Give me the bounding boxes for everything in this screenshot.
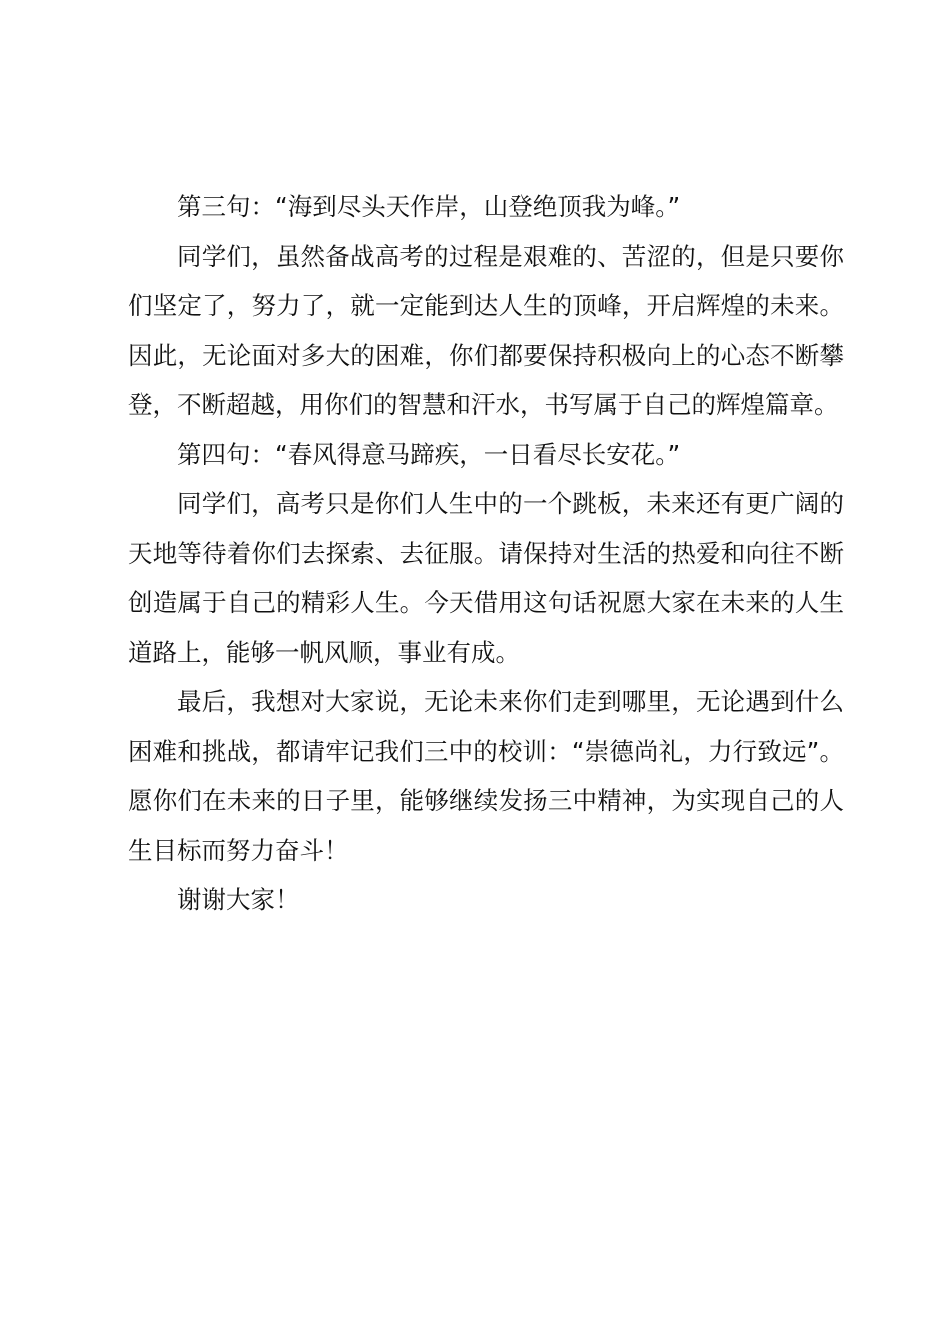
document-body (128, 182, 844, 925)
paragraph-fourth-quote: 第四句：“春风得意马蹄疾，一日看尽长安花。” (177, 439, 681, 469)
paragraph-third-explanation: 同学们，虽然备战高考的过程是艰难的、苦涩的，但是只要你们坚定了，努力了，就一定能到达人生的顶峰，开启辉煌的未来。因此，无论面对多大的困难，你们都要保持积极向上的心态不断攀登，不断超越，用你们的智慧和汗水，书写属于自己的辉煌篇章。 (128, 241, 844, 419)
paragraph-thanks: 谢谢大家！ (177, 885, 300, 914)
paragraph-closing: 最后，我想对大家说，无论未来你们走到哪里，无论遇到什么困难和挑战，都请牢记我们三中的校训：“崇德尚礼，力行致远”。愿你们在未来的日子里，能够继续发扬三中精神，为实现自己的人生目标而努力奋斗！ (128, 687, 844, 865)
paragraph-fourth-explanation: 同学们，高考只是你们人生中的一个跳板，未来还有更广阔的天地等待着你们去探索、去征服。请保持对生活的热爱和向往不断创造属于自己的精彩人生。今天借用这句话祝愿大家在未来的人生道路上，能够一帆风顺，事业有成。 (128, 489, 844, 667)
paragraph-third-quote: 第三句：“海到尽头天作岸，山登绝顶我为峰。” (177, 192, 681, 221)
